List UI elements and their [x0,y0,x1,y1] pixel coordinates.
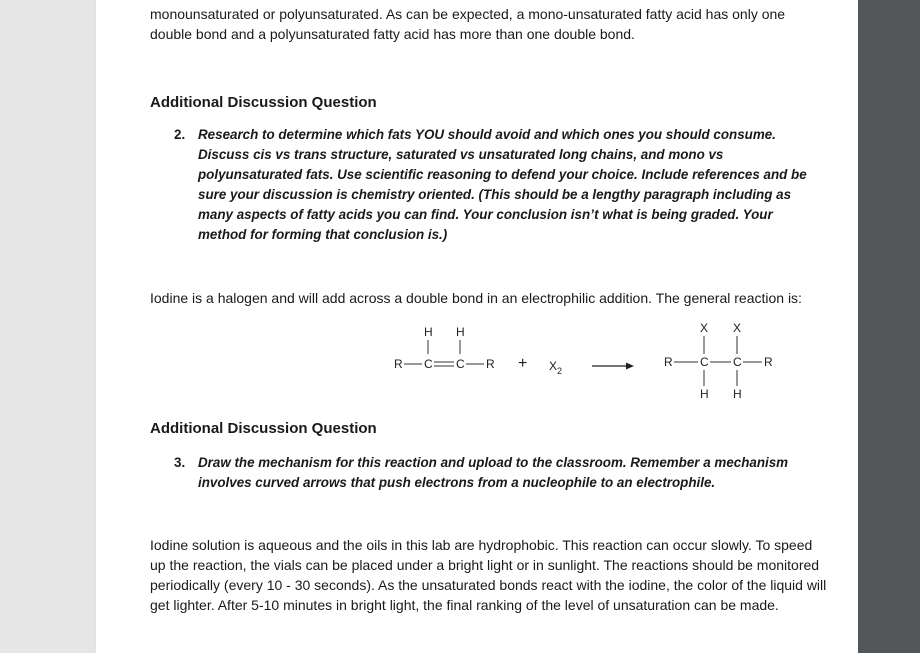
product-r2: R [764,355,773,369]
plus-sign: + [518,355,528,372]
reagent-x: X [549,359,558,373]
discussion-question-3 [174,453,814,493]
intro-paragraph: monounsaturated or polyunsaturated. As can be expected, a mono-unsaturated fatty acid has only one double bond and a polyunsaturated fatty acid has more than one double bond. [150,6,786,42]
closing-paragraph: Iodine solution is aqueous and the oils in this lab are hydrophobic. This reaction can occur slowly. To speed up the reaction, the vials can be placed under a bright light or in sunlight. The reactions should be monitored periodically (every 10 - 30 seconds). As the unsaturated bonds react with the iodine, the color of the liquid will get lighter. After 5-10 minutes in bright light, the final ranking of the level of unsaturation can be made. [150,537,827,613]
document-page [96,0,858,653]
reactant-c2: C [456,357,465,371]
question-number: 2. [174,127,186,142]
reactant-h2: H [456,325,465,339]
reactant-c1: C [424,357,433,371]
product-c1: C [700,355,709,369]
product-h1: H [700,387,709,401]
section-heading-2: Additional Discussion Question [150,420,377,437]
iodine-intro-paragraph: Iodine is a halogen and will add across a double bond in an electrophilic addition. The general reaction is: [150,290,802,306]
product-r1: R [664,355,673,369]
section-heading-1: Additional Discussion Question [150,94,377,111]
reactant-h1: H [424,325,433,339]
product-c2: C [733,355,742,369]
reactant-r2: R [486,357,495,371]
question-number: 3. [174,455,186,470]
reaction-arrowhead [626,363,634,370]
product-x2: X [733,321,742,335]
product-x1: X [700,321,709,335]
reagent-subscript: 2 [557,366,563,376]
reaction-diagram [246,318,806,428]
question-text: Research to determine which fats YOU should avoid and which ones you should consume. Discuss cis vs trans structure, saturated vs unsaturated long chains, and mono vs polyunsaturated fats. Use scientific reasoning to defend your choice. Include references and be sure your discussion is chemistry oriented. (This should be a lengthy paragraph including as many aspects of fatty acids you can find. Your conclusion isn’t what is being graded. Your method for forming that conclusion is.) [198,127,807,242]
discussion-question-2 [174,125,814,245]
question-text: Draw the mechanism for this reaction and upload to the classroom. Remember a mechanism involves curved arrows that push electrons from a nucleophile to an electrophile. [198,455,789,490]
viewer-background [858,0,920,653]
product-h2: H [733,387,742,401]
reactant-r1: R [394,357,403,371]
